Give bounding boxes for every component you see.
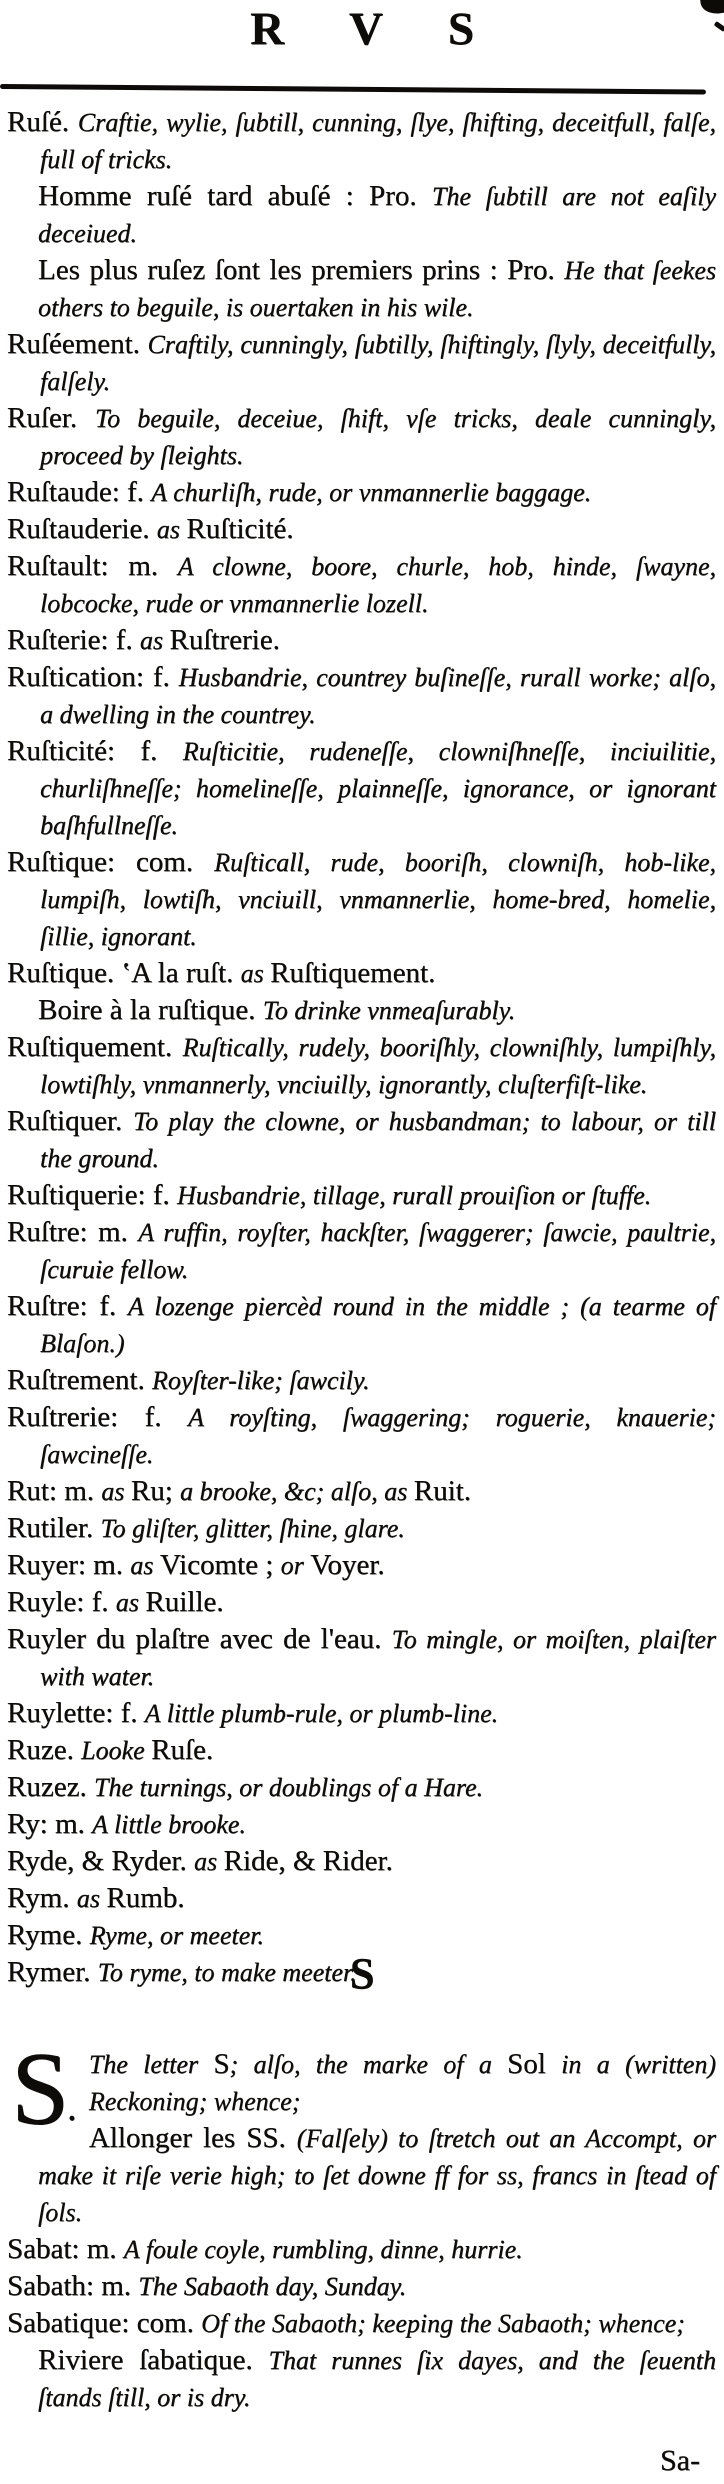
gloss-text: That runnes ſix dayes, and the ſeuenth ſtands ſtill, or is dry. — [38, 2346, 716, 2412]
gloss-text: as — [139, 626, 170, 655]
gloss-text: To play the clowne, or husbandman; to labour, or till the ground. — [40, 1107, 716, 1173]
gloss-text: as — [130, 1551, 160, 1580]
headword-text: Ruſtaude: f. — [7, 476, 152, 508]
gloss-text: Ruſtically, rudely, booriſhly, clowniſhly, lumpiſhly, lowtiſhly, vnmannerly, vnciuilly, ignorantly, cluſterfiſt-like. — [40, 1033, 716, 1099]
gloss-text: A foule coyle, rumbling, dinne, hurrie. — [123, 2235, 523, 2264]
headword-text: Rut: m. — [7, 1475, 102, 1507]
catchword: Sa- — [660, 2444, 700, 2477]
dictionary-column-r — [7, 104, 716, 1991]
headword-text: Ruſtique: com. — [7, 846, 215, 878]
headword-text: Ry: m. — [7, 1808, 93, 1840]
gloss-text: A royſting, ſwaggering; roguerie, knauerie; ſawcineſſe. — [40, 1403, 716, 1469]
headword-text: Ruſtrement. — [7, 1364, 152, 1396]
gloss-text: as — [76, 1884, 107, 1913]
headword-text: Sabat: m. — [7, 2233, 124, 2265]
headword-text: Ruſéement. — [7, 328, 148, 360]
gloss-text: as — [240, 959, 271, 988]
headword-text: Rym. — [7, 1882, 77, 1914]
dictionary-subentry — [38, 992, 716, 1029]
dictionary-entry — [7, 2305, 716, 2342]
dictionary-subentry — [38, 252, 716, 326]
gloss-text: Craftily, cunningly, ſubtilly, ſhiftingly, ſlyly, deceitfully, falſely. — [40, 330, 716, 396]
gloss-text: To beguile, deceiue, ſhift, vſe tricks, deale cunningly, proceed by ſleights. — [40, 404, 716, 470]
gloss-text: To drinke vnmeaſurably. — [262, 996, 516, 1025]
dictionary-entry — [7, 1806, 716, 1843]
headword-text: S — [213, 2048, 230, 2080]
headword-text: Allonger les SS. — [88, 2122, 297, 2154]
headword-text: Ruzez. — [7, 1771, 94, 1803]
gloss-text: Ryme, or meeter. — [89, 1921, 264, 1950]
headword-text: Ruſtication: f. — [7, 661, 179, 693]
drop-cap-letter: S — [11, 2031, 69, 2146]
dictionary-entry — [7, 548, 716, 622]
header-rule — [0, 84, 706, 95]
dictionary-entry — [7, 2268, 716, 2305]
headword-text: Sabatique: com. — [7, 2307, 202, 2339]
headword-text: Ruſtiquement. — [270, 957, 436, 989]
dictionary-entry — [7, 1214, 716, 1288]
headword-text: Riviere ſabatique. — [38, 2344, 269, 2376]
headword-text: Ruſtre: m. — [7, 1216, 139, 1248]
gloss-text: The Sabaoth day, Sunday. — [138, 2272, 407, 2301]
dictionary-entry — [7, 1584, 716, 1621]
gloss-text: (Falſely) to ſtretch out an Accompt, or make it riſe verie high; to ſet downe ff for ss, francs in ſtead of ſols. — [38, 2124, 716, 2227]
dictionary-entry — [7, 1621, 716, 1695]
dictionary-entry — [7, 474, 716, 511]
headword-text: Boire à la ruſtique. — [38, 994, 263, 1026]
dictionary-entry — [7, 1732, 716, 1769]
gloss-text: as — [193, 1847, 224, 1876]
gloss-text: Of the Sabaoth; keeping the Sabaoth; whence; — [201, 2309, 685, 2338]
headword-text: Ruſtiquement. — [7, 1031, 183, 1063]
gloss-text: a brooke, &c; alſo, as — [180, 1477, 414, 1506]
headword-text: Ryde, & Ryder. — [7, 1845, 194, 1877]
dictionary-subentry — [38, 2120, 716, 2231]
gloss-text: A little brooke. — [92, 1810, 246, 1839]
gloss-text: A little plumb-rule, or plumb-line. — [144, 1699, 499, 1728]
headword-text: Ruſtauderie. — [7, 513, 157, 545]
headword-text: Ruyer: m. — [7, 1549, 131, 1581]
gloss-text: ; alſo, the marke of a — [229, 2050, 508, 2079]
gloss-text: Royſter-like; ſawcily. — [151, 1366, 370, 1395]
dictionary-entry — [7, 1473, 716, 1510]
dictionary-entry — [7, 104, 716, 178]
headword-text: Les plus ruſez ſont les premiers prins : Pro. — [38, 254, 565, 286]
gloss-text: A lozenge piercèd round in the middle ; (a tearme of Blaſon.) — [40, 1292, 716, 1358]
headword-text: Ruyler du plaſtre avec de l'eau. — [7, 1623, 392, 1655]
gloss-text: or — [280, 1551, 311, 1580]
headword-text: Ride, & Rider. — [223, 1845, 393, 1877]
dictionary-entry — [7, 326, 716, 400]
dictionary-subentry — [38, 2342, 716, 2416]
dictionary-subentry — [38, 178, 716, 252]
dictionary-entry — [7, 400, 716, 474]
headword-text: Ruſtrerie. — [169, 624, 280, 656]
gloss-text: Craftie, wylie, ſubtill, cunning, ſlye, ſhifting, deceitfull, falſe, full of tricks. — [40, 108, 716, 174]
headword-text: Ruſer. — [7, 402, 95, 434]
dictionary-entry — [7, 1029, 716, 1103]
dictionary-entry — [7, 1843, 716, 1880]
gloss-text: To mingle, or moiſten, plaiſter with water. — [40, 1625, 716, 1691]
dictionary-column-s — [7, 2031, 716, 2416]
headword-text: Ruyle: f. — [7, 1586, 116, 1618]
gloss-text: He that ſeekes others to beguile, is ouertaken in his wile. — [38, 256, 716, 322]
drop-cap-period: . — [66, 2084, 77, 2129]
headword-text: Ruſterie: f. — [7, 624, 140, 656]
gloss-text: as — [156, 515, 187, 544]
headword-text: Ruylette: f. — [7, 1697, 145, 1729]
headword-text: Ruſticité. — [186, 513, 294, 545]
headword-text: Sabath: m. — [7, 2270, 139, 2302]
gloss-text: Ruſticall, rude, booriſh, clowniſh, hob-like, lumpiſh, lowtiſh, vnciuill, vnmannerlie, home-bred, homelie, ſillie, ignorant. — [40, 848, 716, 951]
dictionary-entry — [7, 733, 716, 844]
dictionary-entry — [7, 844, 716, 955]
headword-text: Homme ruſé tard abuſé : Pro. — [38, 180, 432, 212]
gloss-text: The turnings, or doublings of a Hare. — [93, 1773, 484, 1802]
headword-text: Vicomte ; — [159, 1549, 281, 1581]
dictionary-entry — [7, 1880, 716, 1917]
headword-text: Rumb. — [106, 1882, 185, 1914]
headword-text: Rutiler. — [7, 1512, 101, 1544]
gloss-text: A ruffin, royſter, hackſter, ſwaggerer; ſawcie, paultrie, ſcuruie fellow. — [40, 1218, 716, 1284]
dictionary-entry — [7, 1177, 716, 1214]
dictionary-entry — [7, 955, 716, 992]
dictionary-entry — [7, 1695, 716, 1732]
gloss-text: Husbandrie, countrey buſineſſe, rurall worke; alſo, a dwelling in the countrey. — [40, 663, 717, 729]
dictionary-entry — [7, 1362, 716, 1399]
headword-text: Ruze. — [7, 1734, 82, 1766]
headword-text: Ruſtique. ‛A la ruſt. — [7, 957, 241, 989]
dictionary-entry — [7, 511, 716, 548]
dictionary-entry — [7, 1769, 716, 1806]
headword-text: Ryme. — [7, 1919, 90, 1951]
headword-text: Ruſtre: f. — [7, 1290, 128, 1322]
gloss-text: as — [115, 1588, 146, 1617]
headword-text: Sol — [507, 2048, 546, 2080]
gloss-text: in a (written) Reckoning; whence; — [88, 2050, 716, 2116]
gloss-text: Ruſticitie, rudeneſſe, clowniſhneſſe, inciuilitie, churliſhneſſe; homelineſſe, plainneſſe, ignorance, or ignorant baſhfullneſſe. — [40, 737, 716, 840]
headword-text: Ruſe. — [151, 1734, 214, 1766]
headword-text: Ru; — [130, 1475, 181, 1507]
headword-text: Voyer. — [310, 1549, 385, 1581]
gloss-text: A clowne, boore, churle, hob, hinde, ſwayne, lobcocke, rude or vnmannerlie lozell. — [40, 552, 716, 618]
dictionary-entry — [7, 1510, 716, 1547]
gloss-text: A churliſh, rude, or vnmannerlie baggage. — [151, 478, 592, 507]
headword-text: Ruſtiquerie: f. — [7, 1179, 177, 1211]
headword-text: Rymer. — [7, 1956, 98, 1988]
dictionary-entry — [7, 659, 716, 733]
gloss-text: as — [101, 1477, 131, 1506]
headword-text: Ruſtrerie: f. — [7, 1401, 188, 1433]
headword-text: Ruſtault: m. — [7, 550, 178, 582]
headword-text: Ruſticité: f. — [7, 735, 183, 767]
gloss-text: The ſubtill are not eaſily deceiued. — [38, 182, 716, 248]
headword-text: Ruille. — [145, 1586, 224, 1618]
running-head: R V S — [250, 3, 490, 55]
gloss-text: To gliſter, glitter, ſhine, glare. — [100, 1514, 405, 1543]
dictionary-entry — [7, 1103, 716, 1177]
dictionary-entry — [7, 1547, 716, 1584]
dictionary-entry — [7, 622, 716, 659]
section-letter-heading: S — [349, 1949, 375, 1998]
dictionary-entry — [7, 1399, 716, 1473]
gloss-text: Husbandrie, tillage, rurall prouiſion or ſtuffe. — [176, 1181, 652, 1210]
dictionary-entry — [7, 1288, 716, 1362]
headword-text: Ruit. — [413, 1475, 471, 1507]
headword-text: Ruſtiquer. — [7, 1105, 134, 1137]
gloss-text: The letter — [88, 2050, 214, 2079]
dictionary-entry — [7, 2231, 716, 2268]
headword-text: Ruſé. — [7, 106, 78, 138]
gloss-text: Looke — [81, 1736, 152, 1765]
gloss-text: To ryme, to make meeter. — [97, 1958, 357, 1987]
